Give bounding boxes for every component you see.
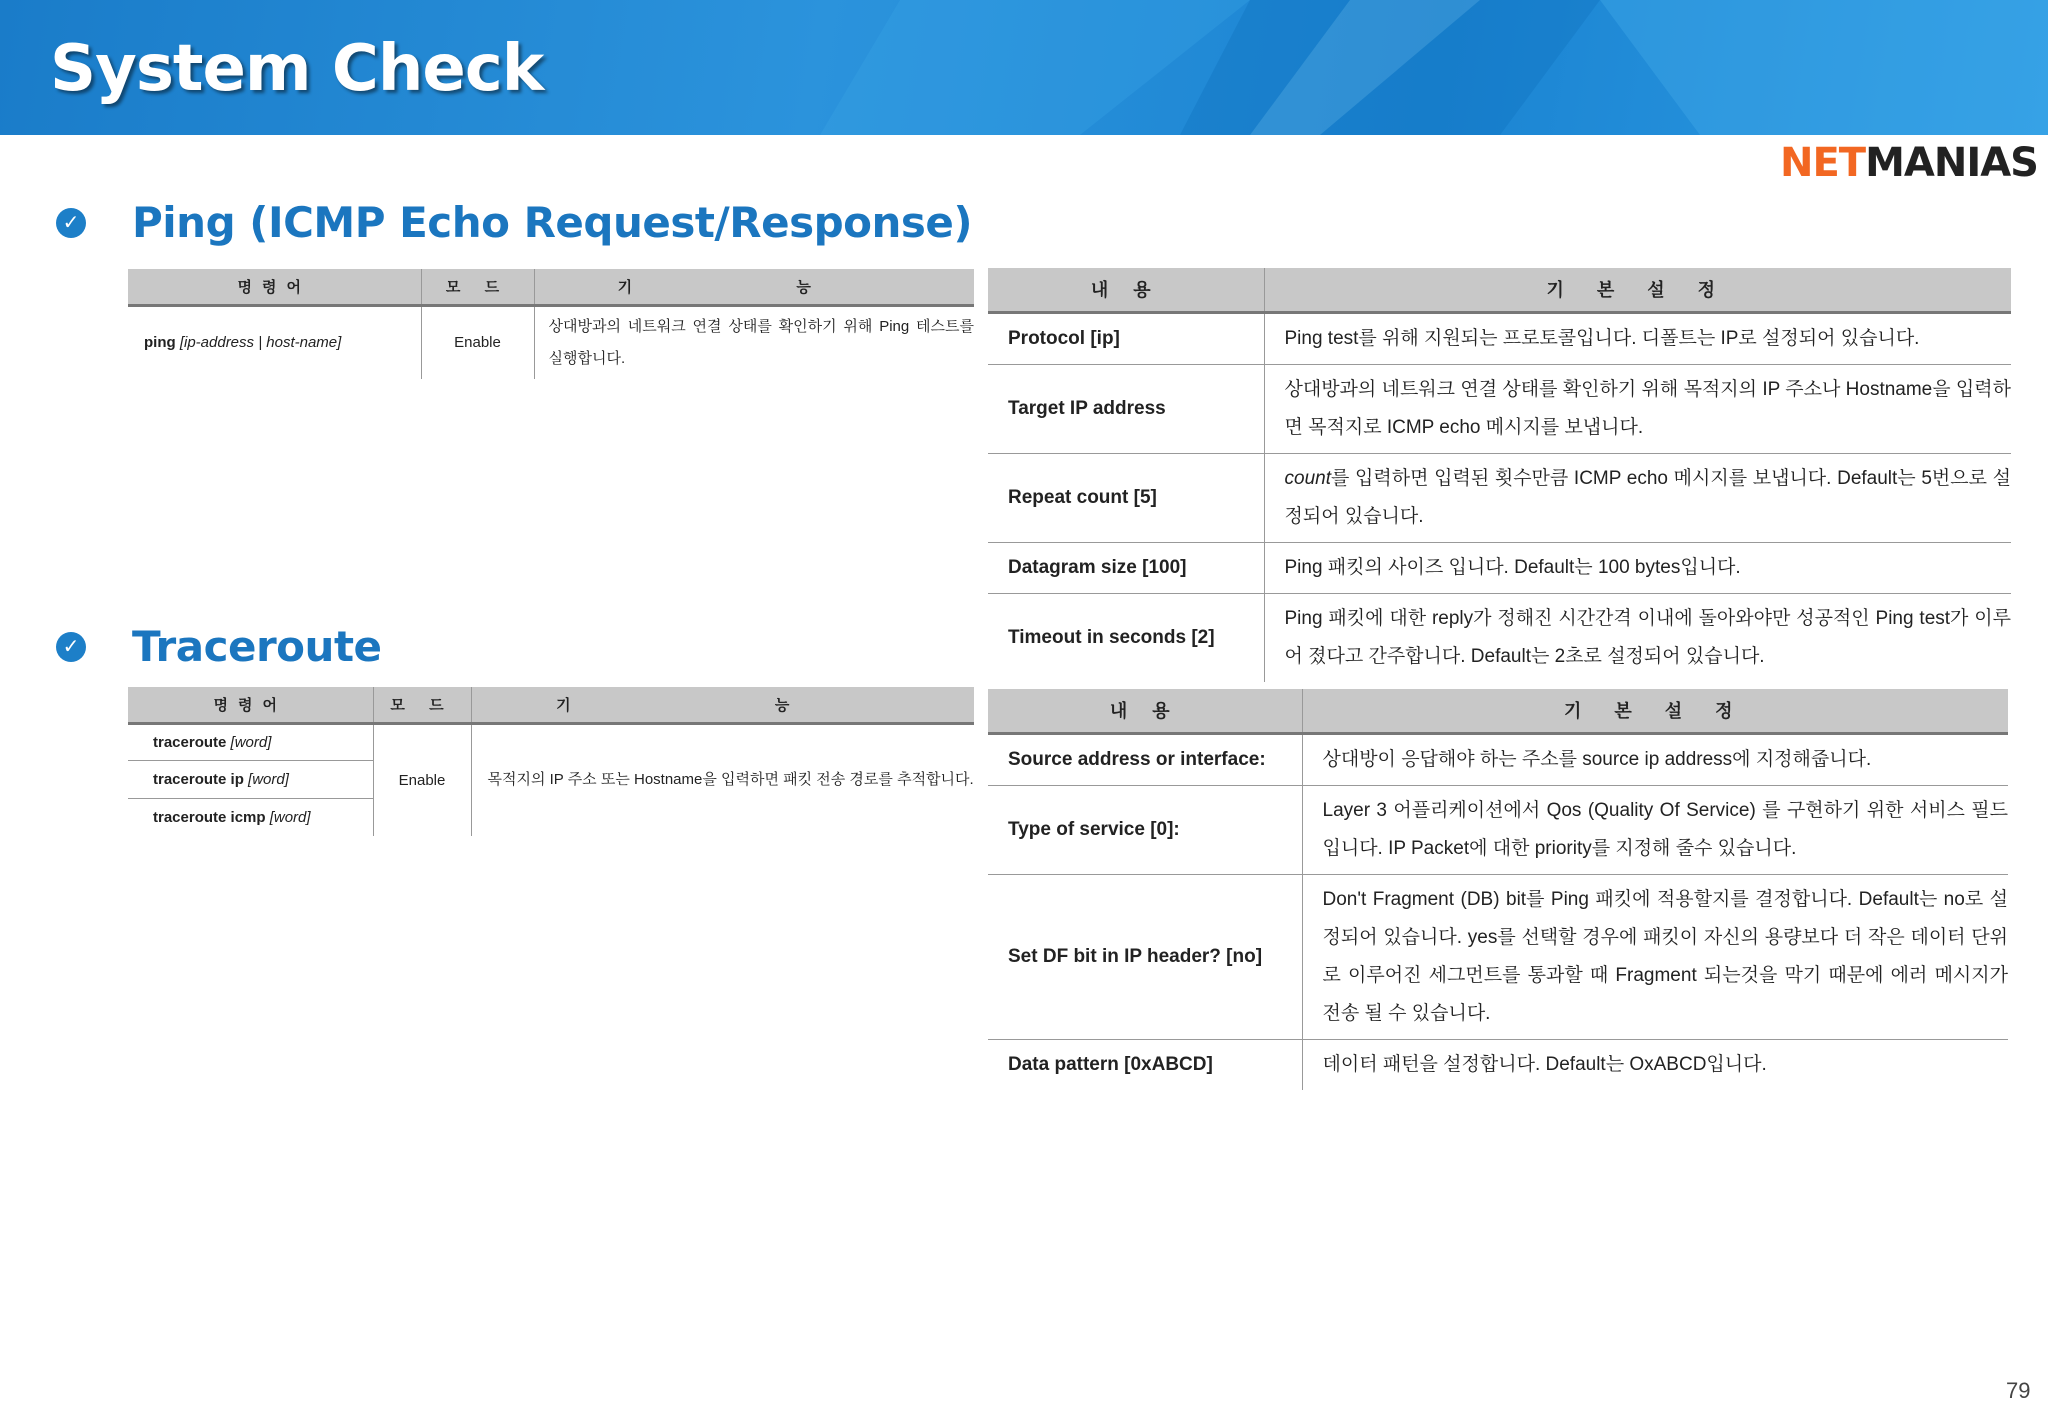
command-name: ping — [144, 334, 176, 351]
function-cell: 목적지의 IP 주소 또는 Hostname을 입력하면 패킷 전송 경로를 추적합니다. — [487, 771, 974, 789]
setting-value: Ping 패킷의 사이즈 입니다. Default는 100 bytes입니다. — [1264, 542, 2011, 593]
setting-value: Layer 3 어플리케이션에서 Qos (Quality Of Service) 를 구현하기 위한 서비스 필드입니다. IP Packet에 대한 priority를 지정해 줄수 있습니다. — [1302, 785, 2008, 874]
command-args: [word] — [226, 733, 272, 751]
setting-key: Type of service [0]: — [988, 785, 1302, 874]
page-number: 79 — [2006, 1378, 2031, 1403]
table-row — [128, 305, 974, 379]
setting-value-italic: count — [1284, 467, 1331, 489]
setting-key: Timeout in seconds [2] — [988, 593, 1264, 682]
setting-key: Data pattern [0xABCD] — [988, 1039, 1302, 1090]
table-row — [988, 1039, 2008, 1090]
traceroute-section-title: Traceroute — [132, 622, 382, 671]
table-row — [988, 785, 2008, 874]
setting-key: Target IP address — [988, 364, 1264, 453]
logo-net: NET — [1780, 140, 1866, 186]
command-cell — [128, 305, 421, 379]
command-name: traceroute — [153, 733, 227, 751]
setting-value: Ping 패킷에 대한 reply가 정해진 시간간격 이내에 돌아와야만 성공적인 Ping test가 이루어 졌다고 간주합니다. Default는 2초로 설정되어 있습니다. — [1284, 607, 2011, 667]
col-header-mode: 모 드 — [373, 687, 471, 723]
col-header-content: 내 용 — [988, 268, 1264, 312]
header-banner — [0, 0, 2048, 135]
setting-key: Protocol [ip] — [988, 312, 1264, 364]
setting-value — [1264, 453, 2011, 542]
setting-value: Ping test를 위해 지원되는 프로토콜입니다. 디폴트는 IP로 설정되어 있습니다. — [1264, 312, 2011, 364]
col-header-content: 내 용 — [988, 689, 1302, 733]
setting-key: Set DF bit in IP header? [no] — [988, 874, 1302, 1039]
command-args: [word] — [243, 770, 289, 788]
col-header-mode: 모 드 — [421, 269, 534, 305]
table-row — [128, 723, 974, 760]
function-cell: 상대방과의 네트워크 연결 상태를 확인하기 위해 Ping 테스트를 실행합니다. — [548, 317, 974, 367]
command-cell — [128, 723, 373, 760]
command-args: [ip-address | host-name] — [175, 334, 342, 351]
mode-cell: Enable — [421, 305, 534, 379]
col-header-default: 기 본 설 정 — [1302, 689, 2008, 733]
traceroute-settings-table — [988, 689, 2008, 1090]
netmanias-logo — [1780, 140, 2038, 186]
table-row — [988, 593, 2011, 682]
table-row — [988, 874, 2008, 1039]
table-row — [988, 312, 2011, 364]
command-args: [word] — [265, 808, 311, 826]
table-row — [988, 364, 2011, 453]
table-row — [988, 733, 2008, 785]
check-circle-icon: ✓ — [56, 208, 86, 238]
page-title: System Check — [50, 32, 544, 106]
setting-key: Datagram size [100] — [988, 542, 1264, 593]
command-name: traceroute icmp — [153, 808, 266, 826]
traceroute-command-table — [128, 687, 974, 836]
col-header-default: 기 본 설 정 — [1264, 268, 2011, 312]
setting-value-text: 를 입력하면 입력된 횟수만큼 ICMP echo 메시지를 보냅니다. Default는 5번으로 설정되어 있습니다. — [1284, 467, 2011, 527]
check-circle-icon: ✓ — [56, 632, 86, 662]
command-cell — [128, 760, 373, 798]
setting-value: 데이터 패턴을 설정합니다. Default는 OxABCD입니다. — [1322, 1053, 1767, 1075]
setting-key: Repeat count [5] — [988, 453, 1264, 542]
command-name: traceroute ip — [153, 770, 244, 788]
ping-command-table — [128, 269, 974, 379]
table-row — [988, 453, 2011, 542]
setting-value: Don't Fragment (DB) bit를 Ping 패킷에 적용할지를 결정합니다. Default는 no로 설정되어 있습니다. yes를 선택할 경우에 패킷이 자신의 용량보다 더 작은 데이터 단위로 이루어진 세그먼트를 통과할 때 Fragment 되는것을 막기 때문에 에러 메시지가 전송 될 수 있습니다. — [1302, 874, 2008, 1039]
logo-manias: MANIAS — [1865, 140, 2038, 186]
col-header-command: 명령어 — [128, 687, 373, 723]
ping-section-title: Ping (ICMP Echo Request/Response) — [132, 198, 973, 247]
col-header-command: 명령어 — [128, 269, 421, 305]
ping-settings-table — [988, 268, 2011, 682]
table-row — [988, 542, 2011, 593]
mode-cell: Enable — [373, 723, 471, 836]
setting-key: Source address or interface: — [988, 733, 1302, 785]
command-cell — [128, 798, 373, 836]
setting-value: 상대방과의 네트워크 연결 상태를 확인하기 위해 목적지의 IP 주소나 Hostname을 입력하면 목적지로 ICMP echo 메시지를 보냅니다. — [1264, 364, 2011, 453]
setting-value: 상대방이 응답해야 하는 주소를 source ip address에 지정해줍니다. — [1302, 733, 2008, 785]
col-header-function: 기 능 — [471, 687, 974, 723]
col-header-function: 기 능 — [534, 269, 974, 305]
